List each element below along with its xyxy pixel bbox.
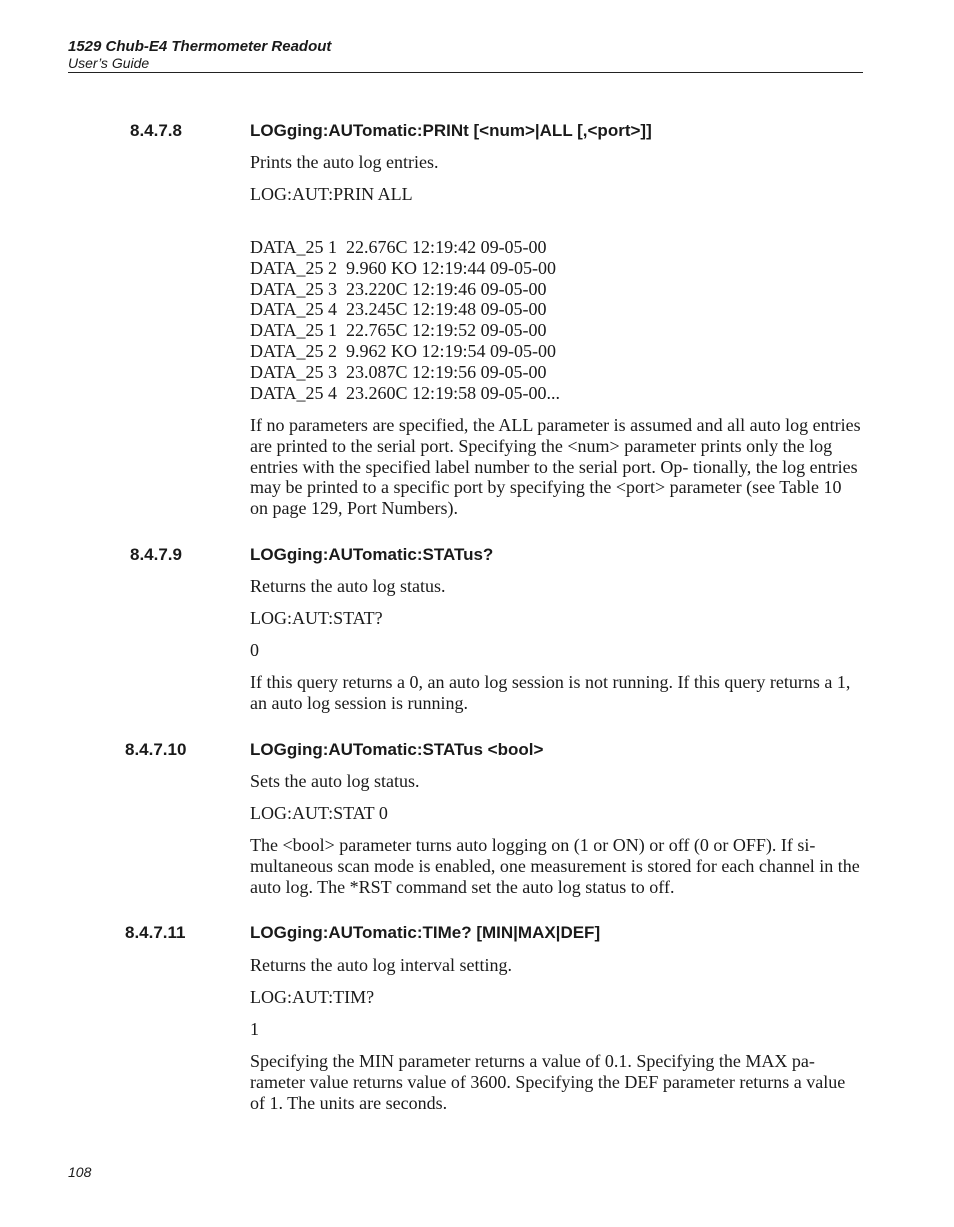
response-line: DATA_25 1 22.676C 12:19:42 09-05-00 [250,237,547,257]
command-response: 1 [250,1019,259,1039]
page-number: 108 [68,1164,92,1180]
section-number: 8.4.7.10 [125,740,187,759]
section-description: Returns the auto log interval setting. [250,955,512,975]
response-line: DATA_25 1 22.765C 12:19:52 09-05-00 [250,320,547,341]
response-line: DATA_25 4 23.245C 12:19:48 09-05-00 [250,299,547,320]
section-description: Returns the auto log status. [250,576,446,596]
response-block [250,237,560,403]
section-description: Prints the auto log entries. [250,152,439,172]
page-header [68,38,863,71]
command-response: 0 [250,640,259,660]
section-note: Specifying the MIN parameter returns a value of 0.1. Specifying the MAX pa- rameter value returns value of 3600. Specifying the DEF parameter returns a value of 1. The units are seconds. [250,1051,846,1113]
response-line: DATA_25 2 9.960 KO 12:19:44 09-05-00 [250,257,557,278]
response-line: DATA_25 4 23.260C 12:19:58 09-05-00... [250,382,561,403]
section-note: The <bool> parameter turns auto logging on (1 or ON) or off (0 or OFF). If si- multaneous scan mode is enabled, one measurement is stored for each channel in the auto log. The *RST command set the auto log status to off. [250,835,860,897]
section-note: If no parameters are specified, the ALL parameter is assumed and all auto log entries are printed to the serial port. Specifying the <num> parameter prints only the log entries with the specified label number to the serial port. Op- tionally, the log entries may be printed to a specific port by specifying the <port> parameter (see Table 10 on page 129, Port Numbers). [250,415,861,519]
section-number: 8.4.7.8 [130,121,182,140]
response-line: DATA_25 2 9.962 KO 12:19:54 09-05-00 [250,340,557,361]
header-rule [68,72,863,73]
section-title: LOGging:AUTomatic:PRINt [<num>|ALL [,<port>]] [250,121,652,140]
command-example: LOG:AUT:PRIN ALL [250,184,413,204]
section-title: LOGging:AUTomatic:STATus <bool> [250,740,544,759]
section-number: 8.4.7.11 [125,923,186,942]
response-line: DATA_25 3 23.220C 12:19:46 09-05-00 [250,278,547,299]
command-example: LOG:AUT:TIM? [250,987,375,1007]
section-title: LOGging:AUTomatic:STATus? [250,545,494,564]
section-number: 8.4.7.9 [130,545,182,564]
section-description: Sets the auto log status. [250,771,420,791]
section-title: LOGging:AUTomatic:TIMe? [MIN|MAX|DEF] [250,923,601,942]
command-example: LOG:AUT:STAT 0 [250,803,388,823]
section-note: If this query returns a 0, an auto log session is not running. If this query returns a 1, an auto log session is running. [250,672,851,713]
document-title: 1529 Chub-E4 Thermometer Readout [68,38,332,55]
command-example: LOG:AUT:STAT? [250,608,383,628]
document-subtitle: User’s Guide [68,55,150,71]
response-line: DATA_25 3 23.087C 12:19:56 09-05-00 [250,361,547,382]
